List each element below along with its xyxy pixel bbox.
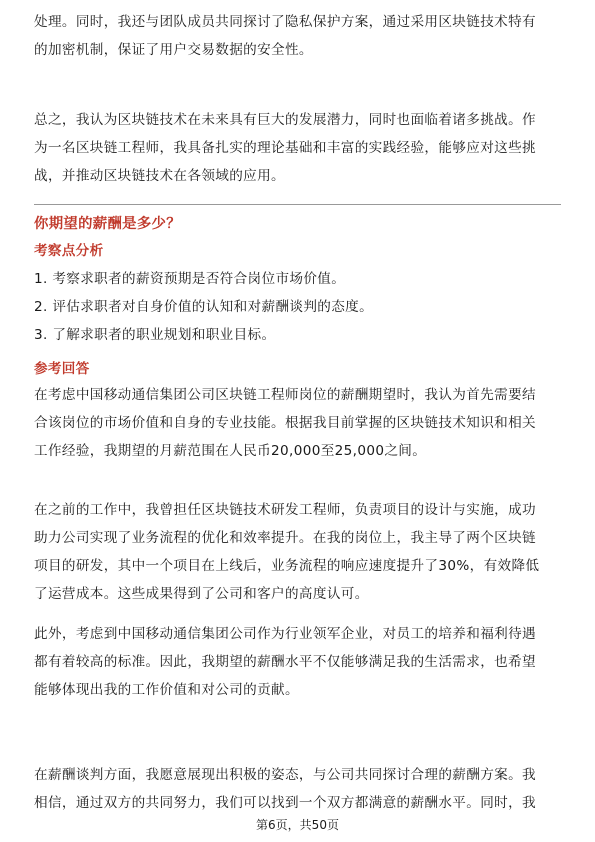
analysis-item: 2. 评估求职者对自身价值的认知和对薪酬谈判的态度。 <box>34 299 374 315</box>
paragraph-line: 相信，通过双方的共同努力，我们可以找到一个双方都满意的薪酬水平。同时，我 <box>34 795 536 811</box>
paragraph-line: 总之，我认为区块链技术在未来具有巨大的发展潜力，同时也面临着诸多挑战。作 <box>34 112 536 128</box>
analysis-item: 1. 考察求职者的薪资预期是否符合岗位市场价值。 <box>34 271 346 287</box>
paragraph-line: 在之前的工作中，我曾担任区块链技术研发工程师，负责项目的设计与实施，成功 <box>34 502 536 518</box>
paragraph-line: 战，并推动区块链技术在各领域的应用。 <box>34 168 285 184</box>
paragraph-line: 为一名区块链工程师，我具备扎实的理论基础和丰富的实践经验，能够应对这些挑 <box>34 140 536 156</box>
answer-paragraph <box>34 381 561 465</box>
paragraph-line: 此外，考虑到中国移动通信集团公司作为行业领军企业，对员工的培养和福利待遇 <box>34 626 536 642</box>
paragraph-line: 在考虑中国移动通信集团公司区块链工程师岗位的薪酬期望时，我认为首先需要结 <box>34 387 536 403</box>
section-divider <box>34 204 561 205</box>
paragraph-line: 的加密机制，保证了用户交易数据的安全性。 <box>34 42 313 58</box>
analysis-heading: 考察点分析 <box>34 243 104 259</box>
paragraph-line: 了运营成本。这些成果得到了公司和客户的高度认可。 <box>34 586 369 602</box>
paragraph-line: 在薪酬谈判方面，我愿意展现出积极的姿态，与公司共同探讨合理的薪酬方案。我 <box>34 767 536 783</box>
paragraph-line: 处理。同时，我还与团队成员共同探讨了隐私保护方案，通过采用区块链技术特有 <box>34 14 536 30</box>
paragraph-line: 助力公司实现了业务流程的优化和效率提升。在我的岗位上，我主导了两个区块链 <box>34 530 536 546</box>
paragraph-line: 能够体现出我的工作价值和对公司的贡献。 <box>34 682 299 698</box>
answer-paragraph <box>34 496 561 608</box>
answer-paragraph <box>34 620 561 704</box>
answer-paragraph <box>34 761 561 817</box>
summary-paragraph <box>34 106 561 190</box>
paragraph-line: 合该岗位的市场价值和自身的专业技能。根据我目前掌握的区块链技术知识和相关 <box>34 415 536 431</box>
analysis-item: 3. 了解求职者的职业规划和职业目标。 <box>34 327 276 343</box>
page-number: 第6页，共50页 <box>256 818 339 832</box>
paragraph-line: 都有着较高的标准。因此，我期望的薪酬水平不仅能够满足我的生活需求，也希望 <box>34 654 536 670</box>
intro-paragraph <box>34 8 561 64</box>
question-heading: 你期望的薪酬是多少？ <box>34 216 181 232</box>
paragraph-line: 项目的研发，其中一个项目在上线后，业务流程的响应速度提升了30%，有效降低 <box>34 558 540 574</box>
answer-heading: 参考回答 <box>34 361 90 377</box>
paragraph-line: 工作经验，我期望的月薪范围在人民币20,000至25,000之间。 <box>34 443 427 459</box>
